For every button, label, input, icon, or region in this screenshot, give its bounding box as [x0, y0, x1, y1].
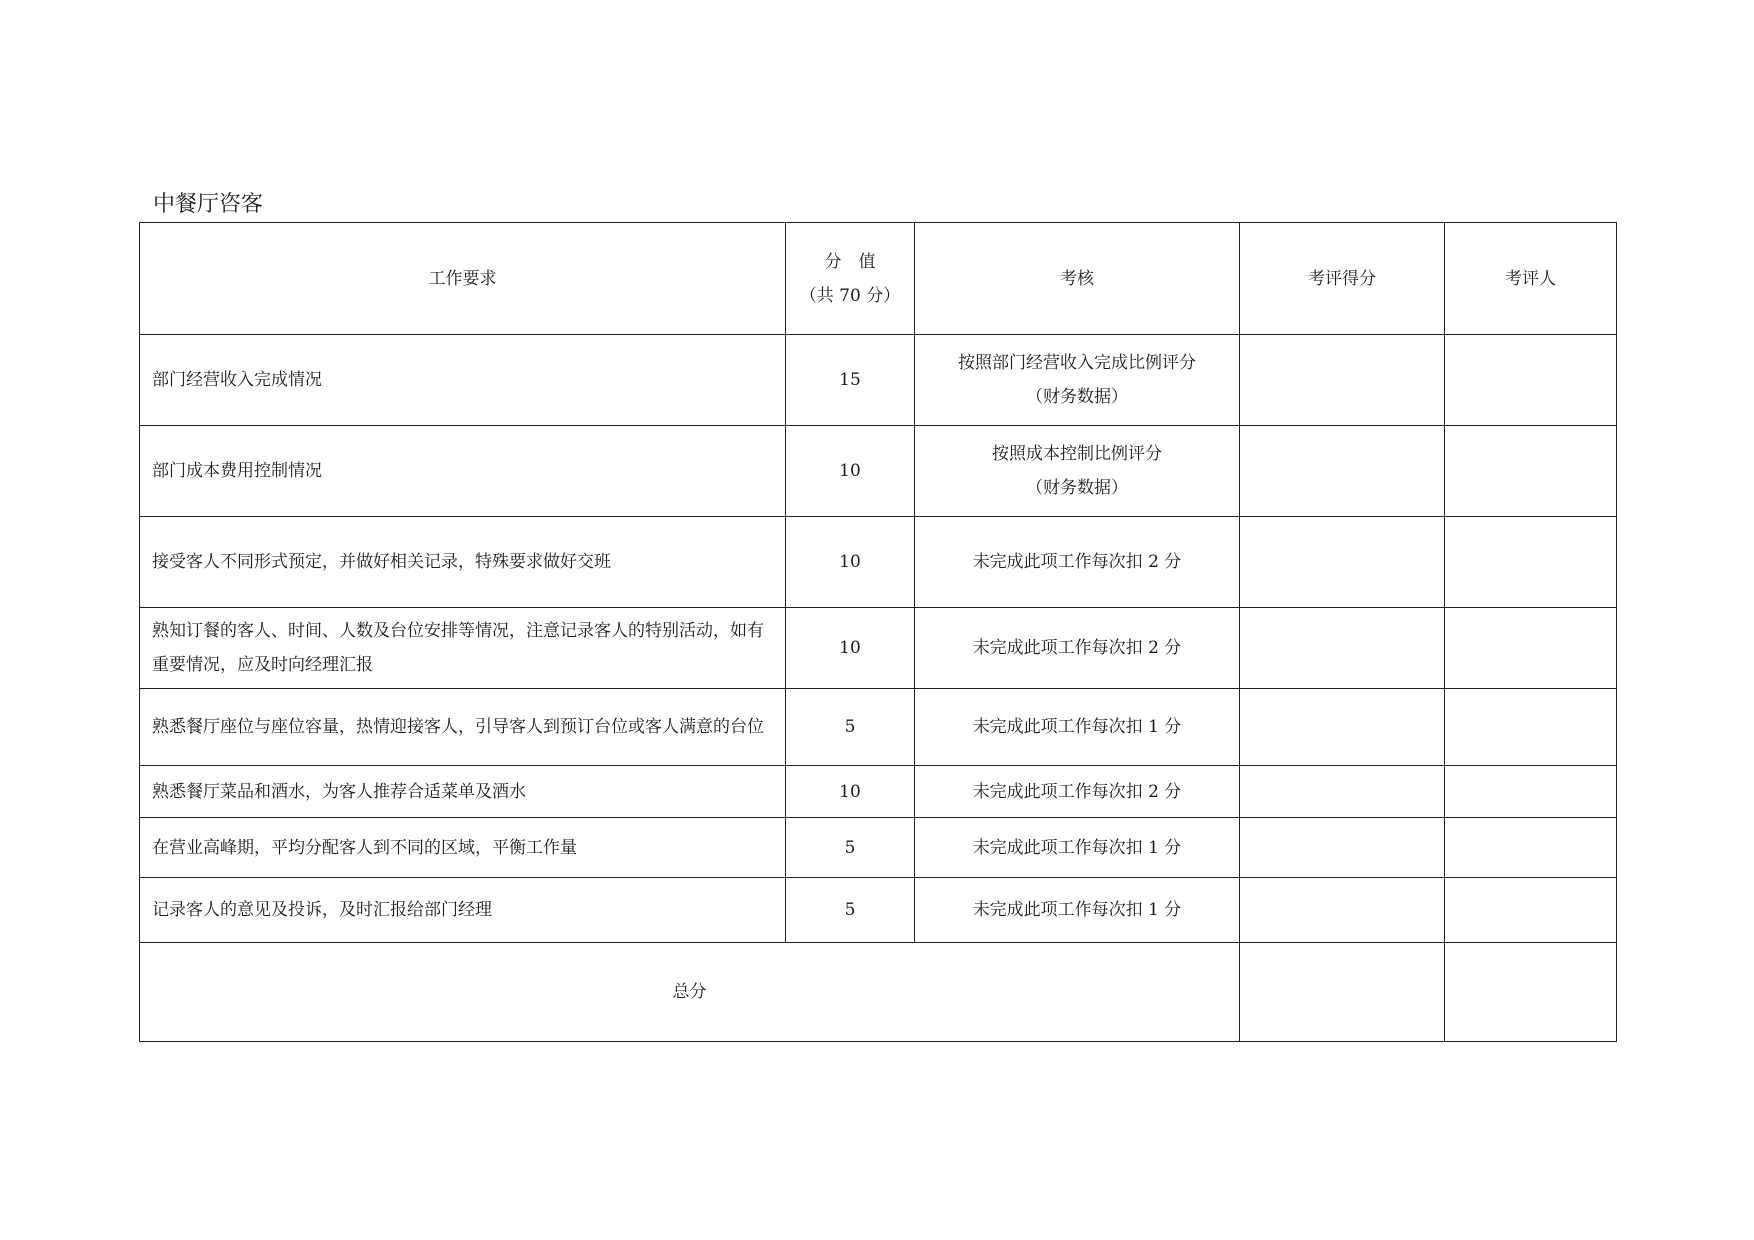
- evaluator-cell[interactable]: [1445, 426, 1617, 517]
- evaluator-cell[interactable]: [1445, 689, 1617, 766]
- assessment-cell: [915, 335, 1240, 426]
- score-cell: 5: [786, 818, 915, 878]
- evaluated-score-cell[interactable]: [1240, 878, 1445, 943]
- assessment-cell: [915, 426, 1240, 517]
- evaluator-cell[interactable]: [1445, 818, 1617, 878]
- evaluated-score-cell[interactable]: [1240, 766, 1445, 818]
- header-requirement: 工作要求: [140, 223, 786, 335]
- assessment-cell: 未完成此项工作每次扣 2 分: [915, 766, 1240, 818]
- header-evaluator: 考评人: [1445, 223, 1617, 335]
- evaluator-cell[interactable]: [1445, 766, 1617, 818]
- table-row: [140, 818, 1617, 878]
- score-cell: 5: [786, 689, 915, 766]
- requirement-cell: 熟悉餐厅座位与座位容量，热情迎接客人，引导客人到预订台位或客人满意的台位: [140, 689, 786, 766]
- assessment-note: （财务数据）: [1026, 478, 1128, 498]
- requirement-cell: 部门经营收入完成情况: [140, 335, 786, 426]
- header-score: [786, 223, 915, 335]
- evaluated-score-cell[interactable]: [1240, 689, 1445, 766]
- total-label: 总分: [140, 943, 1240, 1042]
- evaluator-cell[interactable]: [1445, 608, 1617, 689]
- requirement-cell: 熟知订餐的客人、时间、人数及台位安排等情况，注意记录客人的特别活动，如有重要情况，应及时向经理汇报: [140, 608, 786, 689]
- evaluated-score-cell[interactable]: [1240, 608, 1445, 689]
- assessment-cell: 未完成此项工作每次扣 1 分: [915, 689, 1240, 766]
- assessment-note: （财务数据）: [1026, 387, 1128, 407]
- table-header-row: [140, 223, 1617, 335]
- score-cell: 5: [786, 878, 915, 943]
- total-evaluator-cell[interactable]: [1445, 943, 1617, 1042]
- table-row: [140, 517, 1617, 608]
- requirement-cell: 记录客人的意见及投诉，及时汇报给部门经理: [140, 878, 786, 943]
- page-title: 中餐厅咨客: [153, 192, 264, 217]
- evaluated-score-cell[interactable]: [1240, 517, 1445, 608]
- evaluator-cell[interactable]: [1445, 517, 1617, 608]
- requirement-cell: 接受客人不同形式预定，并做好相关记录，特殊要求做好交班: [140, 517, 786, 608]
- assessment-cell: 未完成此项工作每次扣 1 分: [915, 818, 1240, 878]
- header-score-total: （共 70 分）: [799, 285, 901, 306]
- assessment-cell: 未完成此项工作每次扣 2 分: [915, 608, 1240, 689]
- total-score-cell[interactable]: [1240, 943, 1445, 1042]
- evaluator-cell[interactable]: [1445, 335, 1617, 426]
- score-cell: 10: [786, 517, 915, 608]
- table-row: [140, 608, 1617, 689]
- evaluated-score-cell[interactable]: [1240, 818, 1445, 878]
- table-row: [140, 426, 1617, 517]
- header-assessment: 考核: [915, 223, 1240, 335]
- score-cell: 10: [786, 608, 915, 689]
- header-score-label: 分 值: [824, 251, 876, 272]
- assessment-text: 按照部门经营收入完成比例评分: [958, 353, 1196, 373]
- table-row: [140, 689, 1617, 766]
- evaluation-table: [139, 222, 1617, 1042]
- score-cell: 10: [786, 766, 915, 818]
- total-row: [140, 943, 1617, 1042]
- score-cell: 15: [786, 335, 915, 426]
- requirement-cell: 熟悉餐厅菜品和酒水，为客人推荐合适菜单及酒水: [140, 766, 786, 818]
- table-row: [140, 878, 1617, 943]
- evaluator-cell[interactable]: [1445, 878, 1617, 943]
- assessment-text: 按照成本控制比例评分: [992, 444, 1162, 464]
- requirement-cell: 在营业高峰期，平均分配客人到不同的区域，平衡工作量: [140, 818, 786, 878]
- table-row: [140, 335, 1617, 426]
- requirement-cell: 部门成本费用控制情况: [140, 426, 786, 517]
- score-cell: 10: [786, 426, 915, 517]
- assessment-cell: 未完成此项工作每次扣 1 分: [915, 878, 1240, 943]
- assessment-cell: 未完成此项工作每次扣 2 分: [915, 517, 1240, 608]
- evaluated-score-cell[interactable]: [1240, 335, 1445, 426]
- table-row: [140, 766, 1617, 818]
- header-evaluated-score: 考评得分: [1240, 223, 1445, 335]
- evaluated-score-cell[interactable]: [1240, 426, 1445, 517]
